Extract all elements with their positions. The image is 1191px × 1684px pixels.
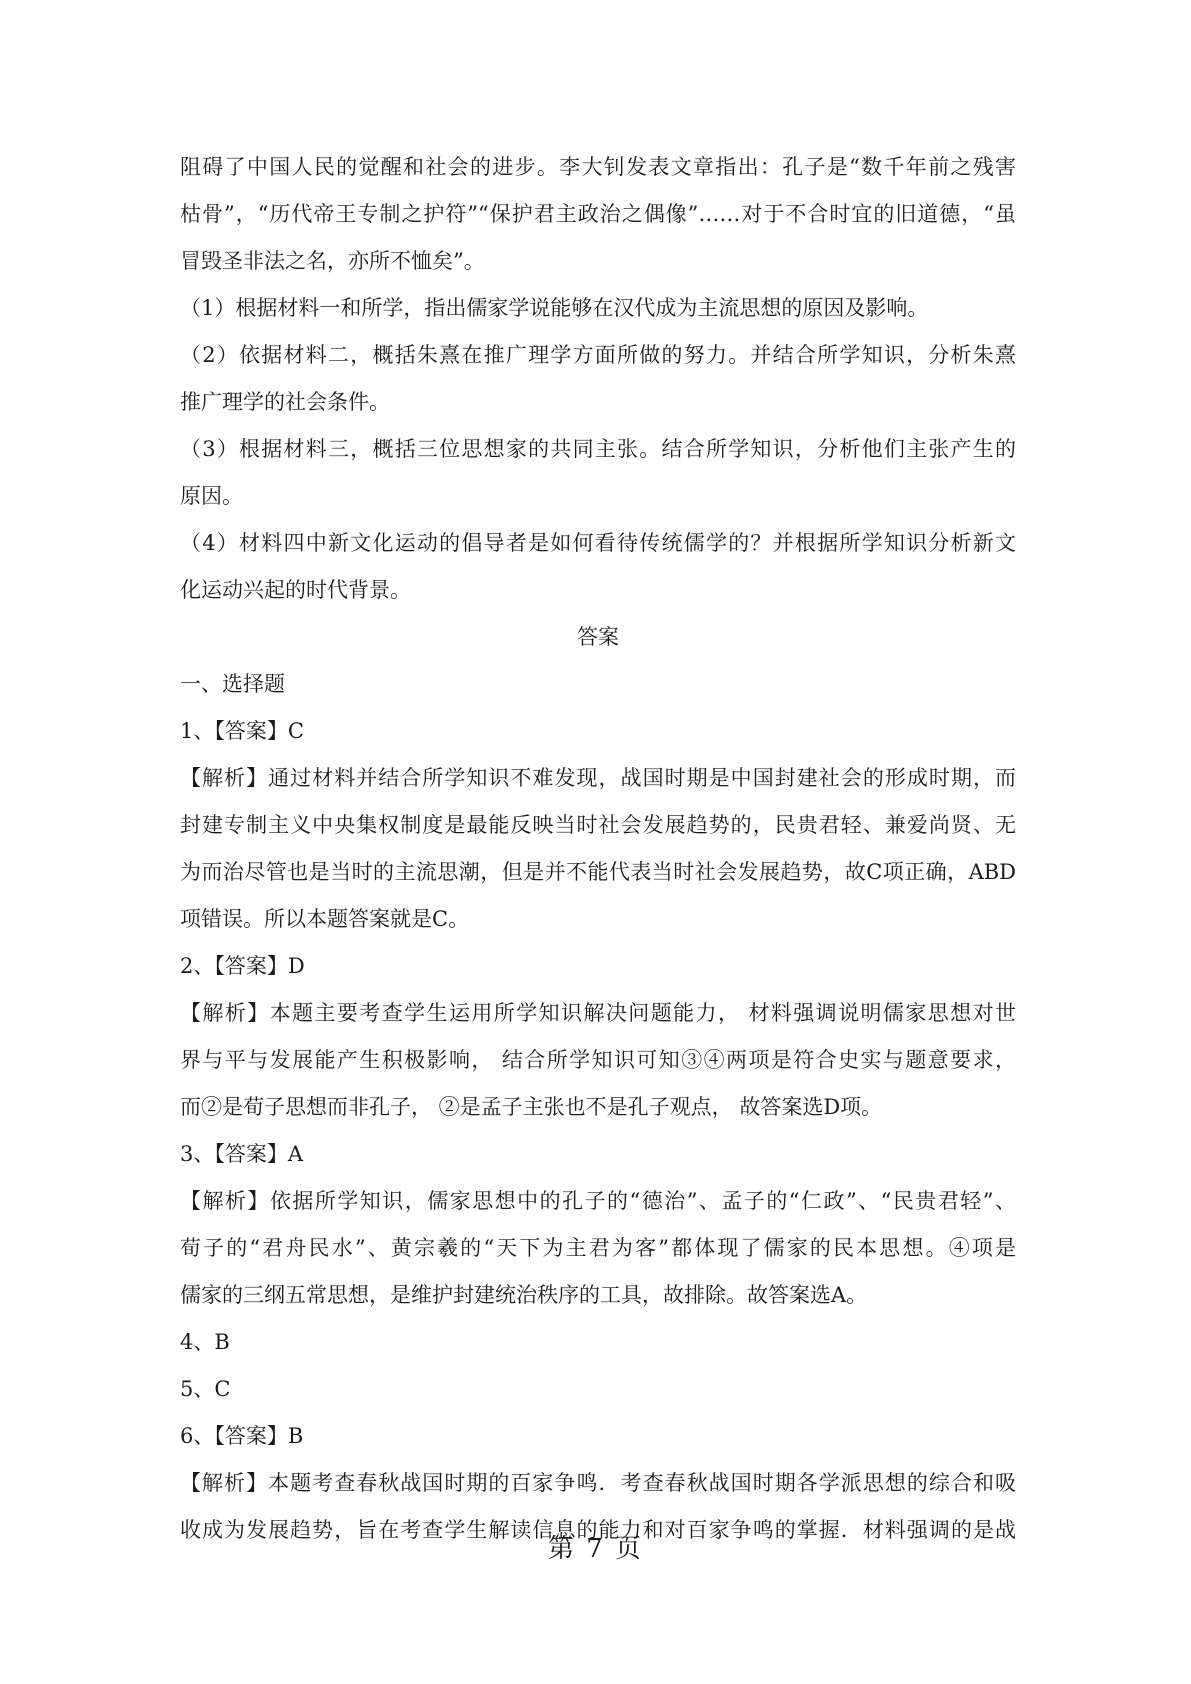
text-line: 原因。: [180, 484, 243, 508]
answer-heading: 答案: [577, 625, 619, 649]
text-line: （1）根据材料一和所学，指出儒家学说能够在汉代成为主流思想的原因及影响。: [180, 296, 929, 320]
document-body: [180, 144, 1016, 1554]
text-line: 收成为发展趋势，旨在考查学生解读信息的能力和对百家争鸣的掌握．材料强调的是战: [180, 1518, 1016, 1542]
text-line: 阻碍了中国人民的觉醒和社会的进步。李大钊发表文章指出：孔子是“数千年前之残害: [180, 155, 1016, 179]
text-line: （3）根据材料三，概括三位思想家的共同主张。结合所学知识，分析他们主张产生的: [180, 437, 1016, 461]
text-line: 枯骨”，“历代帝王专制之护符”“保护君主政治之偶像”……对于不合时宜的旧道德，“虽: [180, 202, 1016, 226]
text-line: 【解析】本题考查春秋战国时期的百家争鸣．考查春秋战国时期各学派思想的综合和吸: [180, 1471, 1016, 1495]
text-line: 儒家的三纲五常思想，是维护封建统治秩序的工具，故排除。故答案选A。: [180, 1283, 868, 1307]
text-line: 封建专制主义中央集权制度是最能反映当时社会发展趋势的，民贵君轻、兼爱尚贤、无: [180, 813, 1016, 837]
text-line: 项错误。所以本题答案就是C。: [180, 907, 470, 931]
text-line: 1、【答案】C: [180, 719, 304, 743]
text-line: 6、【答案】B: [180, 1424, 304, 1448]
text-line: 【解析】通过材料并结合所学知识不难发现，战国时期是中国封建社会的形成时期，而: [180, 766, 1016, 790]
text-line: 界与平与发展能产生积极影响， 结合所学知识可知③④两项是符合史实与题意要求，: [180, 1048, 1016, 1072]
text-line: 3、【答案】A: [180, 1142, 304, 1166]
text-line: 4、B: [180, 1330, 230, 1354]
text-line: 一、选择题: [180, 672, 285, 696]
text-line: 化运动兴起的时代背景。: [180, 578, 411, 602]
text-line: 荀子的“君舟民水”、黄宗羲的“天下为主君为客”都体现了儒家的民本思想。④项是: [180, 1236, 1016, 1260]
text-line: 冒毁圣非法之名，亦所不恤矣”。: [180, 249, 485, 273]
page-number: 第 7 页: [547, 1534, 644, 1564]
text-line: 【解析】本题主要考查学生运用所学知识解决问题能力， 材料强调说明儒家思想对世: [180, 1001, 1016, 1025]
text-line: 5、C: [180, 1377, 231, 1401]
text-line: 推广理学的社会条件。: [180, 390, 390, 414]
text-line: 为而治尽管也是当时的主流思潮，但是并不能代表当时社会发展趋势，故C项正确，ABD: [180, 860, 1016, 884]
text-line: 2、【答案】D: [180, 954, 305, 978]
text-line: （2）依据材料二，概括朱熹在推广理学方面所做的努力。并结合所学知识，分析朱熹: [180, 343, 1016, 367]
text-line: 而②是荀子思想而非孔子， ②是孟子主张也不是孔子观点， 故答案选D项。: [180, 1095, 883, 1119]
text-line: 【解析】依据所学知识，儒家思想中的孔子的“德治”、孟子的“仁政”、“民贵君轻”、: [180, 1189, 1016, 1213]
text-line: （4）材料四中新文化运动的倡导者是如何看待传统儒学的？并根据所学知识分析新文: [180, 531, 1016, 555]
